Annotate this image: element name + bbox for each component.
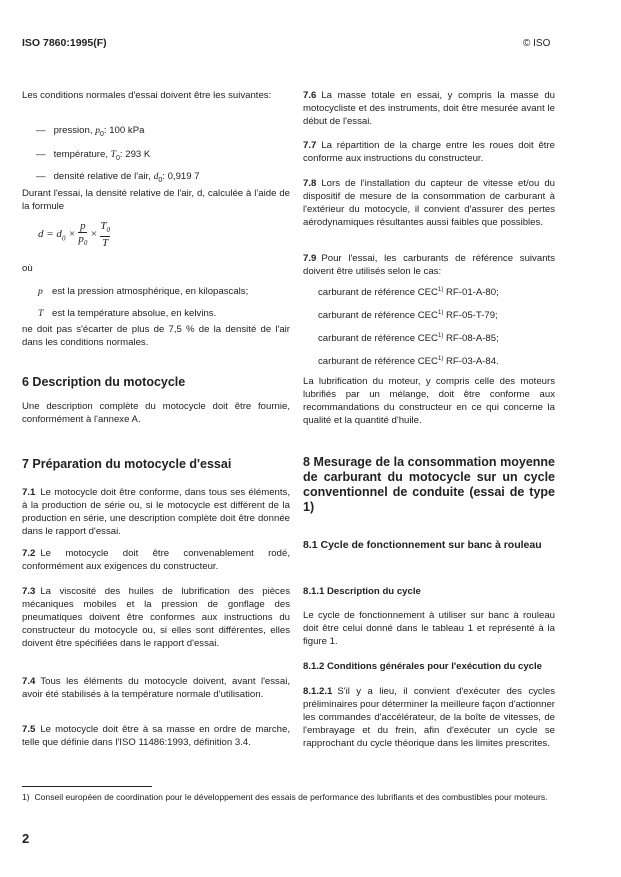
condition-item: — densité relative de l'air, $d_0$: 0,919 7: [36, 171, 200, 184]
formula: $d = d_0$ × $\frac{p}{p_0}$ × $\frac{T_0}{T}$: [38, 220, 110, 250]
during-text: Durant l'essai, la densité relative de l'air, d, calculée à l'aide de la formule: [22, 188, 290, 212]
fuel-item: carburant de référence CEC$^{1)}$ RF-03-A-84.: [318, 356, 499, 368]
lubrication-text: La lubrification du moteur, y compris celle des moteurs lubrifiés par un mélange, doit être conforme aux recommandations du constructeur en ce qui concerne la qualité et la quantité d'huile.: [303, 376, 555, 426]
footnote: 1) Conseil européen de coordination pour le développement des essais de performance des lubrifiants et des combustibles pour moteurs.: [22, 792, 548, 802]
fuel-item: carburant de référence CEC$^{1)}$ RF-05-T-79;: [318, 310, 498, 322]
definition: p est la pression atmosphérique, en kilopascals;: [38, 286, 249, 297]
copyright: © ISO: [523, 38, 551, 49]
clause-7-8: 7.8 Lors de l'installation du capteur de vitesse et/ou du dispositif de mesure de la consommation de carburant à l'extérieur du motocycle, il convient d'assurer des pertes aérodynamiques résultantes aussi faibles que possibles.: [303, 178, 555, 228]
section-7-heading: 7 Préparation du motocycle d'essai: [22, 457, 232, 471]
intro-text: Les conditions normales d'essai doivent être les suivantes:: [22, 90, 272, 101]
clause-7-7: 7.7 La répartition de la charge entre les roues doit être conforme aux instructions du constructeur.: [303, 140, 555, 164]
footnote-rule: [22, 786, 152, 787]
section-8-heading: 8 Mesurage de la consommation moyenne de carburant du motocycle sur un cycle conventionnel de conduite (essai de type 1): [303, 455, 555, 514]
section-8-1-2-heading: 8.1.2 Conditions générales pour l'exécution du cycle: [303, 661, 542, 672]
clause-7-4: 7.4 Tous les éléments du motocycle doivent, avant l'essai, avoir été stabilisés à la température normale d'utilisation.: [22, 676, 290, 700]
clause-7-9: 7.9 Pour l'essai, les carburants de référence suivants doivent être utilisés selon le cas:: [303, 253, 555, 277]
condition-item: — température, $T_0$: 293 K: [36, 149, 151, 162]
section-6-text: Une description complète du motocycle doit être fournie, conformément à l'annexe A.: [22, 401, 290, 425]
section-8-1-heading: 8.1 Cycle de fonctionnement sur banc à rouleau: [303, 539, 542, 551]
section-8-1-1-text: Le cycle de fonctionnement à utiliser sur banc à rouleau doit être celui donné dans le tableau 1 et représenté à la figure 1.: [303, 610, 555, 647]
section-8-1-1-heading: 8.1.1 Description du cycle: [303, 586, 421, 597]
clause-7-1: 7.1 Le motocycle doit être conforme, dans tous ses éléments, à la production de série ou, si le motocycle est différent de la production en série, une description complète doit être donnée dans le rapport d'essai.: [22, 487, 290, 537]
clause-7-5: 7.5 Le motocycle doit être à sa masse en ordre de marche, telle que définie dans l'ISO 11486:1993, définition 3.4.: [22, 724, 290, 748]
clause-8-1-2-1: 8.1.2.1 S'il y a lieu, il convient d'exécuter des cycles préliminaires pour déterminer la meilleure façon d'actionner les commandes d'accélérateur, de la boîte de vitesses, de l'embrayage et du frein, afin d'exécuter un cycle se rapprochant du cycle théorique dans les limites prescrites.: [303, 686, 555, 749]
tolerance-text: ne doit pas s'écarter de plus de 7,5 % de la densité de l'air dans les conditions normales.: [22, 324, 290, 348]
condition-item: — pression, $p_0$: 100 kPa: [36, 125, 145, 138]
section-6-heading: 6 Description du motocycle: [22, 375, 186, 389]
page-number: 2: [22, 831, 30, 846]
fuel-item: carburant de référence CEC$^{1)}$ RF-08-A-85;: [318, 333, 499, 345]
clause-7-2: 7.2 Le motocycle doit être convenablement rodé, conformément aux exigences du constructeur.: [22, 548, 290, 572]
definition: T est la température absolue, en kelvins.: [38, 308, 217, 319]
ou-label: où: [22, 263, 33, 274]
clause-7-6: 7.6 La masse totale en essai, y compris la masse du motocycliste et des instruments, doit être mesurée avant le début de l'essai.: [303, 90, 555, 127]
standard-id: ISO 7860:1995(F): [22, 37, 107, 49]
fuel-item: carburant de référence CEC$^{1)}$ RF-01-A-80;: [318, 287, 499, 299]
clause-7-3: 7.3 La viscosité des huiles de lubrification des pièces mécaniques mobiles et la pression de gonflage des pneumatiques doivent être conformes aux instructions du constructeur du motocycle ou, si elles sont différentes, elles doivent être spécifiées dans le rapport d'essai.: [22, 586, 290, 649]
